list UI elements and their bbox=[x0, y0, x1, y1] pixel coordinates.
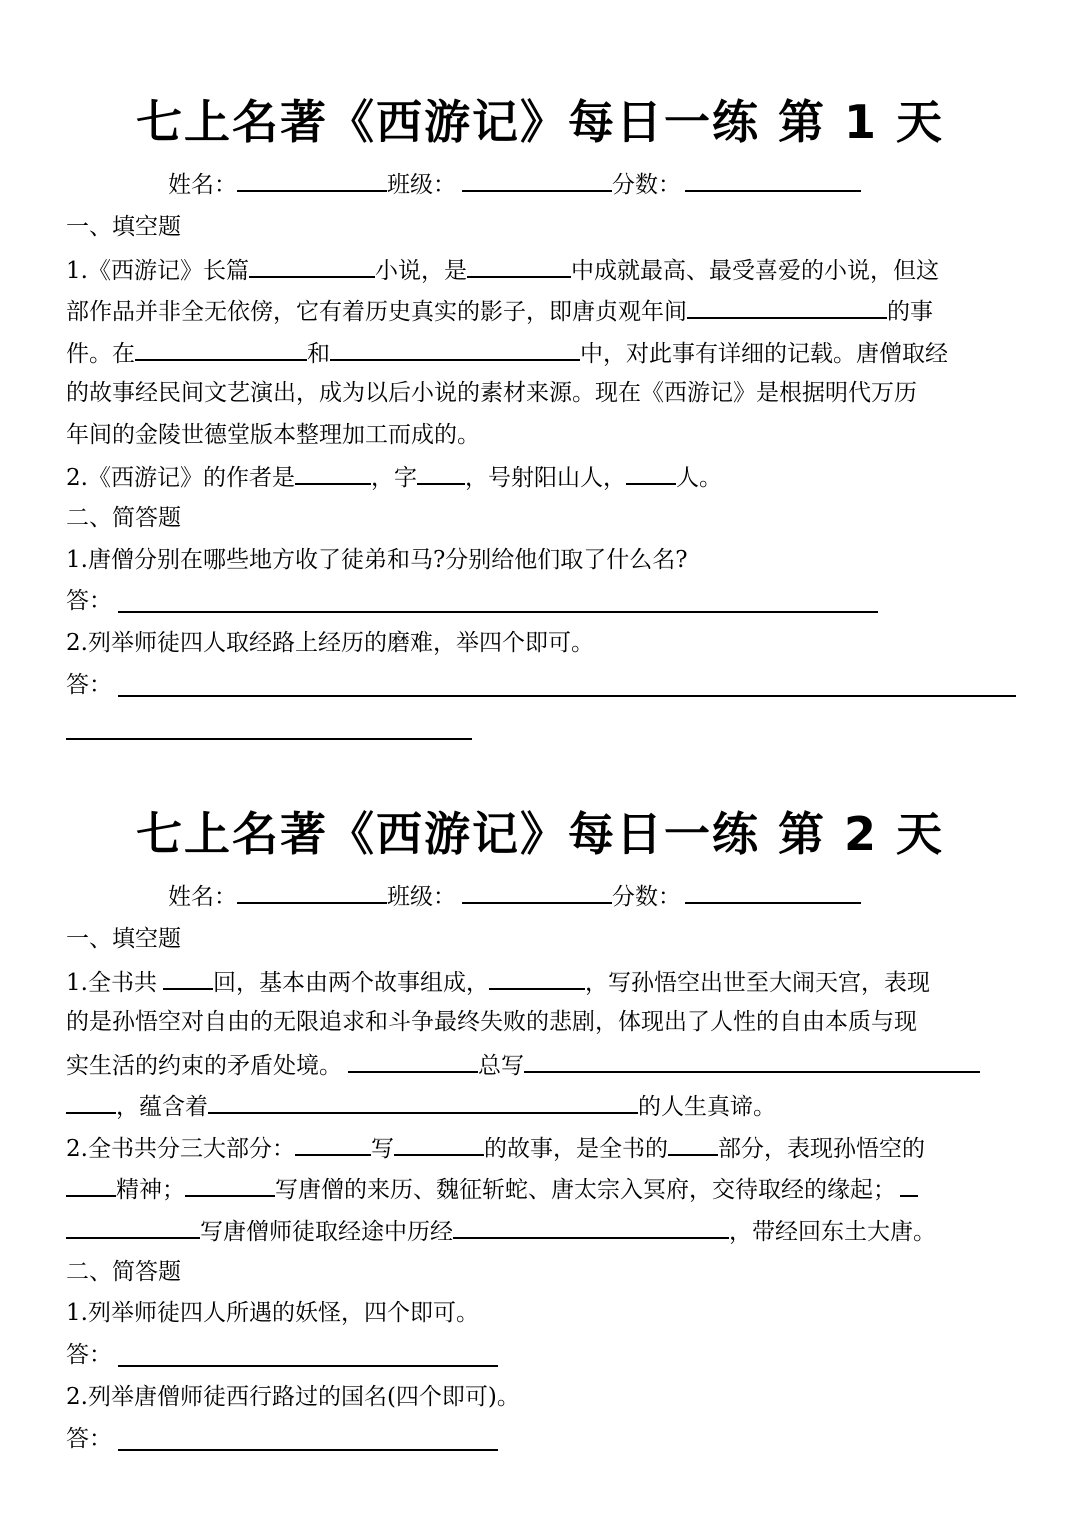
q2-text-c: ，号射阳山人， bbox=[464, 465, 626, 491]
q1-line-2: 的是孙悟空对自由的无限追求和斗争最终失败的悲剧，体现出了人性的自由本质与现 bbox=[66, 1009, 917, 1035]
q1-text-c: ，写孙悟空出世至大闹天宫，表现 bbox=[584, 970, 930, 996]
q2-blank-role[interactable] bbox=[668, 1132, 718, 1156]
score-label: 分数： bbox=[612, 172, 681, 198]
q2-text-c: 的故事，是全书的 bbox=[483, 1136, 668, 1162]
answer-line[interactable] bbox=[118, 611, 878, 613]
q2-text-a: 2.全书共分三大部分： bbox=[66, 1136, 295, 1162]
q1-text-b: 回，基本由两个故事组成， bbox=[212, 970, 489, 996]
class-blank[interactable] bbox=[462, 168, 612, 192]
short-q2: 2.列举唐僧师徒西行路过的国名(四个即可)。 bbox=[66, 1384, 520, 1410]
q2-line-1 bbox=[66, 1132, 925, 1164]
q1-blank-second-part[interactable] bbox=[348, 1049, 478, 1073]
answer-label: 答： bbox=[66, 672, 112, 698]
q1-text-d: 部作品并非全无依傍，它有着历史真实的影子，即唐贞观年间 bbox=[66, 299, 687, 325]
answer-line[interactable] bbox=[118, 695, 1016, 697]
q1-line-4 bbox=[66, 1090, 776, 1122]
q1-line-3 bbox=[66, 337, 948, 369]
q2-text-e: 精神； bbox=[116, 1177, 185, 1203]
q1-text-e: 总写 bbox=[478, 1053, 524, 1079]
q2-line-2 bbox=[66, 1173, 918, 1205]
worksheet-title: 七上名著《西游记》每日一练 第 1 天 bbox=[135, 95, 945, 149]
class-blank[interactable] bbox=[462, 880, 612, 904]
student-info-row bbox=[168, 880, 861, 913]
answer-line[interactable] bbox=[118, 1365, 498, 1367]
q1-blank-event[interactable] bbox=[687, 295, 887, 319]
q1-text-a: 1.全书共 bbox=[66, 970, 157, 996]
q2-text-b: 写 bbox=[370, 1136, 394, 1162]
worksheet-title: 七上名著《西游记》每日一练 第 2 天 bbox=[135, 807, 945, 861]
score-blank[interactable] bbox=[685, 168, 861, 192]
q1-blank-truth[interactable] bbox=[208, 1090, 638, 1114]
section-heading-short-answer: 二、简答题 bbox=[66, 505, 181, 531]
q2-text-d: 人。 bbox=[675, 465, 722, 491]
q1-line-1 bbox=[66, 966, 930, 998]
q1-text-d: 实生活的约束的矛盾处境。 bbox=[66, 1053, 342, 1079]
q1-text-b: 小说，是 bbox=[374, 258, 467, 284]
q1-blank-summary[interactable] bbox=[524, 1049, 980, 1073]
q2-text-h: ，带经回东土大唐。 bbox=[729, 1219, 936, 1245]
answer-label: 答： bbox=[66, 1426, 112, 1452]
name-blank[interactable] bbox=[237, 168, 387, 192]
student-info-row bbox=[168, 168, 861, 201]
q2-text-g: 写唐僧师徒取经途中历经 bbox=[200, 1219, 453, 1245]
score-blank[interactable] bbox=[685, 880, 861, 904]
name-blank[interactable] bbox=[237, 880, 387, 904]
q2-line bbox=[66, 461, 722, 493]
name-label: 姓名： bbox=[168, 884, 237, 910]
q2-blank-courtesy[interactable] bbox=[417, 461, 465, 485]
section-heading-fill: 一、填空题 bbox=[66, 214, 181, 240]
q1-text-f: 件。在 bbox=[66, 341, 135, 367]
q1-line-5: 年间的金陵世德堂版本整理加工而成的。 bbox=[66, 422, 480, 448]
q1-text-a: 1.《西游记》长篇 bbox=[66, 258, 249, 284]
q1-line-2 bbox=[66, 295, 933, 327]
q1-text-c: 中成就最高、最受喜爱的小说，但这 bbox=[570, 258, 939, 284]
q1-blank-book-1[interactable] bbox=[135, 337, 307, 361]
q2-blank-hardships[interactable] bbox=[453, 1215, 729, 1239]
class-label: 班级： bbox=[387, 884, 456, 910]
section-heading-fill: 一、填空题 bbox=[66, 926, 181, 952]
q1-line-1 bbox=[66, 254, 939, 286]
section-heading-short-answer: 二、简答题 bbox=[66, 1259, 181, 1285]
q2-blank-part-3-cont[interactable] bbox=[66, 1215, 200, 1239]
q2-blank-hometown[interactable] bbox=[626, 461, 676, 485]
q1-blank-genre[interactable] bbox=[249, 254, 375, 278]
q2-text-a: 2.《西游记》的作者是 bbox=[66, 465, 295, 491]
q2-blank-part-3[interactable] bbox=[900, 1173, 918, 1197]
q1-blank-part[interactable] bbox=[489, 966, 585, 990]
q2-blank-part-2[interactable] bbox=[185, 1173, 275, 1197]
class-label: 班级： bbox=[387, 172, 456, 198]
q2-text-b: ，字 bbox=[370, 465, 417, 491]
q2-blank-author[interactable] bbox=[295, 461, 371, 485]
q1-text-g: 和 bbox=[307, 341, 330, 367]
q1-text-h: 中，对此事有详细的记载。唐僧取经 bbox=[580, 341, 948, 367]
q2-text-d: 部分，表现孙悟空的 bbox=[717, 1136, 925, 1162]
short-q1: 1.唐僧分别在哪些地方收了徒弟和马?分别给他们取了什么名? bbox=[66, 547, 688, 573]
answer-line-continued[interactable] bbox=[66, 738, 472, 740]
q2-blank-part-1[interactable] bbox=[295, 1132, 371, 1156]
q1-blank-summary-cont[interactable] bbox=[66, 1090, 116, 1114]
name-label: 姓名： bbox=[168, 172, 237, 198]
q2-blank-story[interactable] bbox=[394, 1132, 484, 1156]
short-q1: 1.列举师徒四人所遇的妖怪，四个即可。 bbox=[66, 1300, 479, 1326]
q1-line-4: 的故事经民间文艺演出，成为以后小说的素材来源。现在《西游记》是根据明代万历 bbox=[66, 380, 917, 406]
q2-blank-spirit[interactable] bbox=[66, 1173, 116, 1197]
q1-text-f: ，蕴含着 bbox=[116, 1094, 208, 1120]
score-label: 分数： bbox=[612, 884, 681, 910]
answer-label: 答： bbox=[66, 588, 112, 614]
short-q2: 2.列举师徒四人取经路上经历的磨难，举四个即可。 bbox=[66, 630, 594, 656]
q1-text-g: 的人生真谛。 bbox=[638, 1094, 776, 1120]
q1-blank-category[interactable] bbox=[467, 254, 571, 278]
q1-blank-chapters[interactable] bbox=[163, 966, 213, 990]
q1-text-e: 的事 bbox=[887, 299, 933, 325]
q1-line-3 bbox=[66, 1049, 980, 1081]
q2-line-3 bbox=[66, 1215, 936, 1247]
q2-text-f: 写唐僧的来历、魏征斩蛇、唐太宗入冥府，交待取经的缘起； bbox=[275, 1177, 896, 1203]
answer-line[interactable] bbox=[118, 1449, 498, 1451]
answer-label: 答： bbox=[66, 1342, 112, 1368]
q1-blank-book-2[interactable] bbox=[330, 337, 580, 361]
